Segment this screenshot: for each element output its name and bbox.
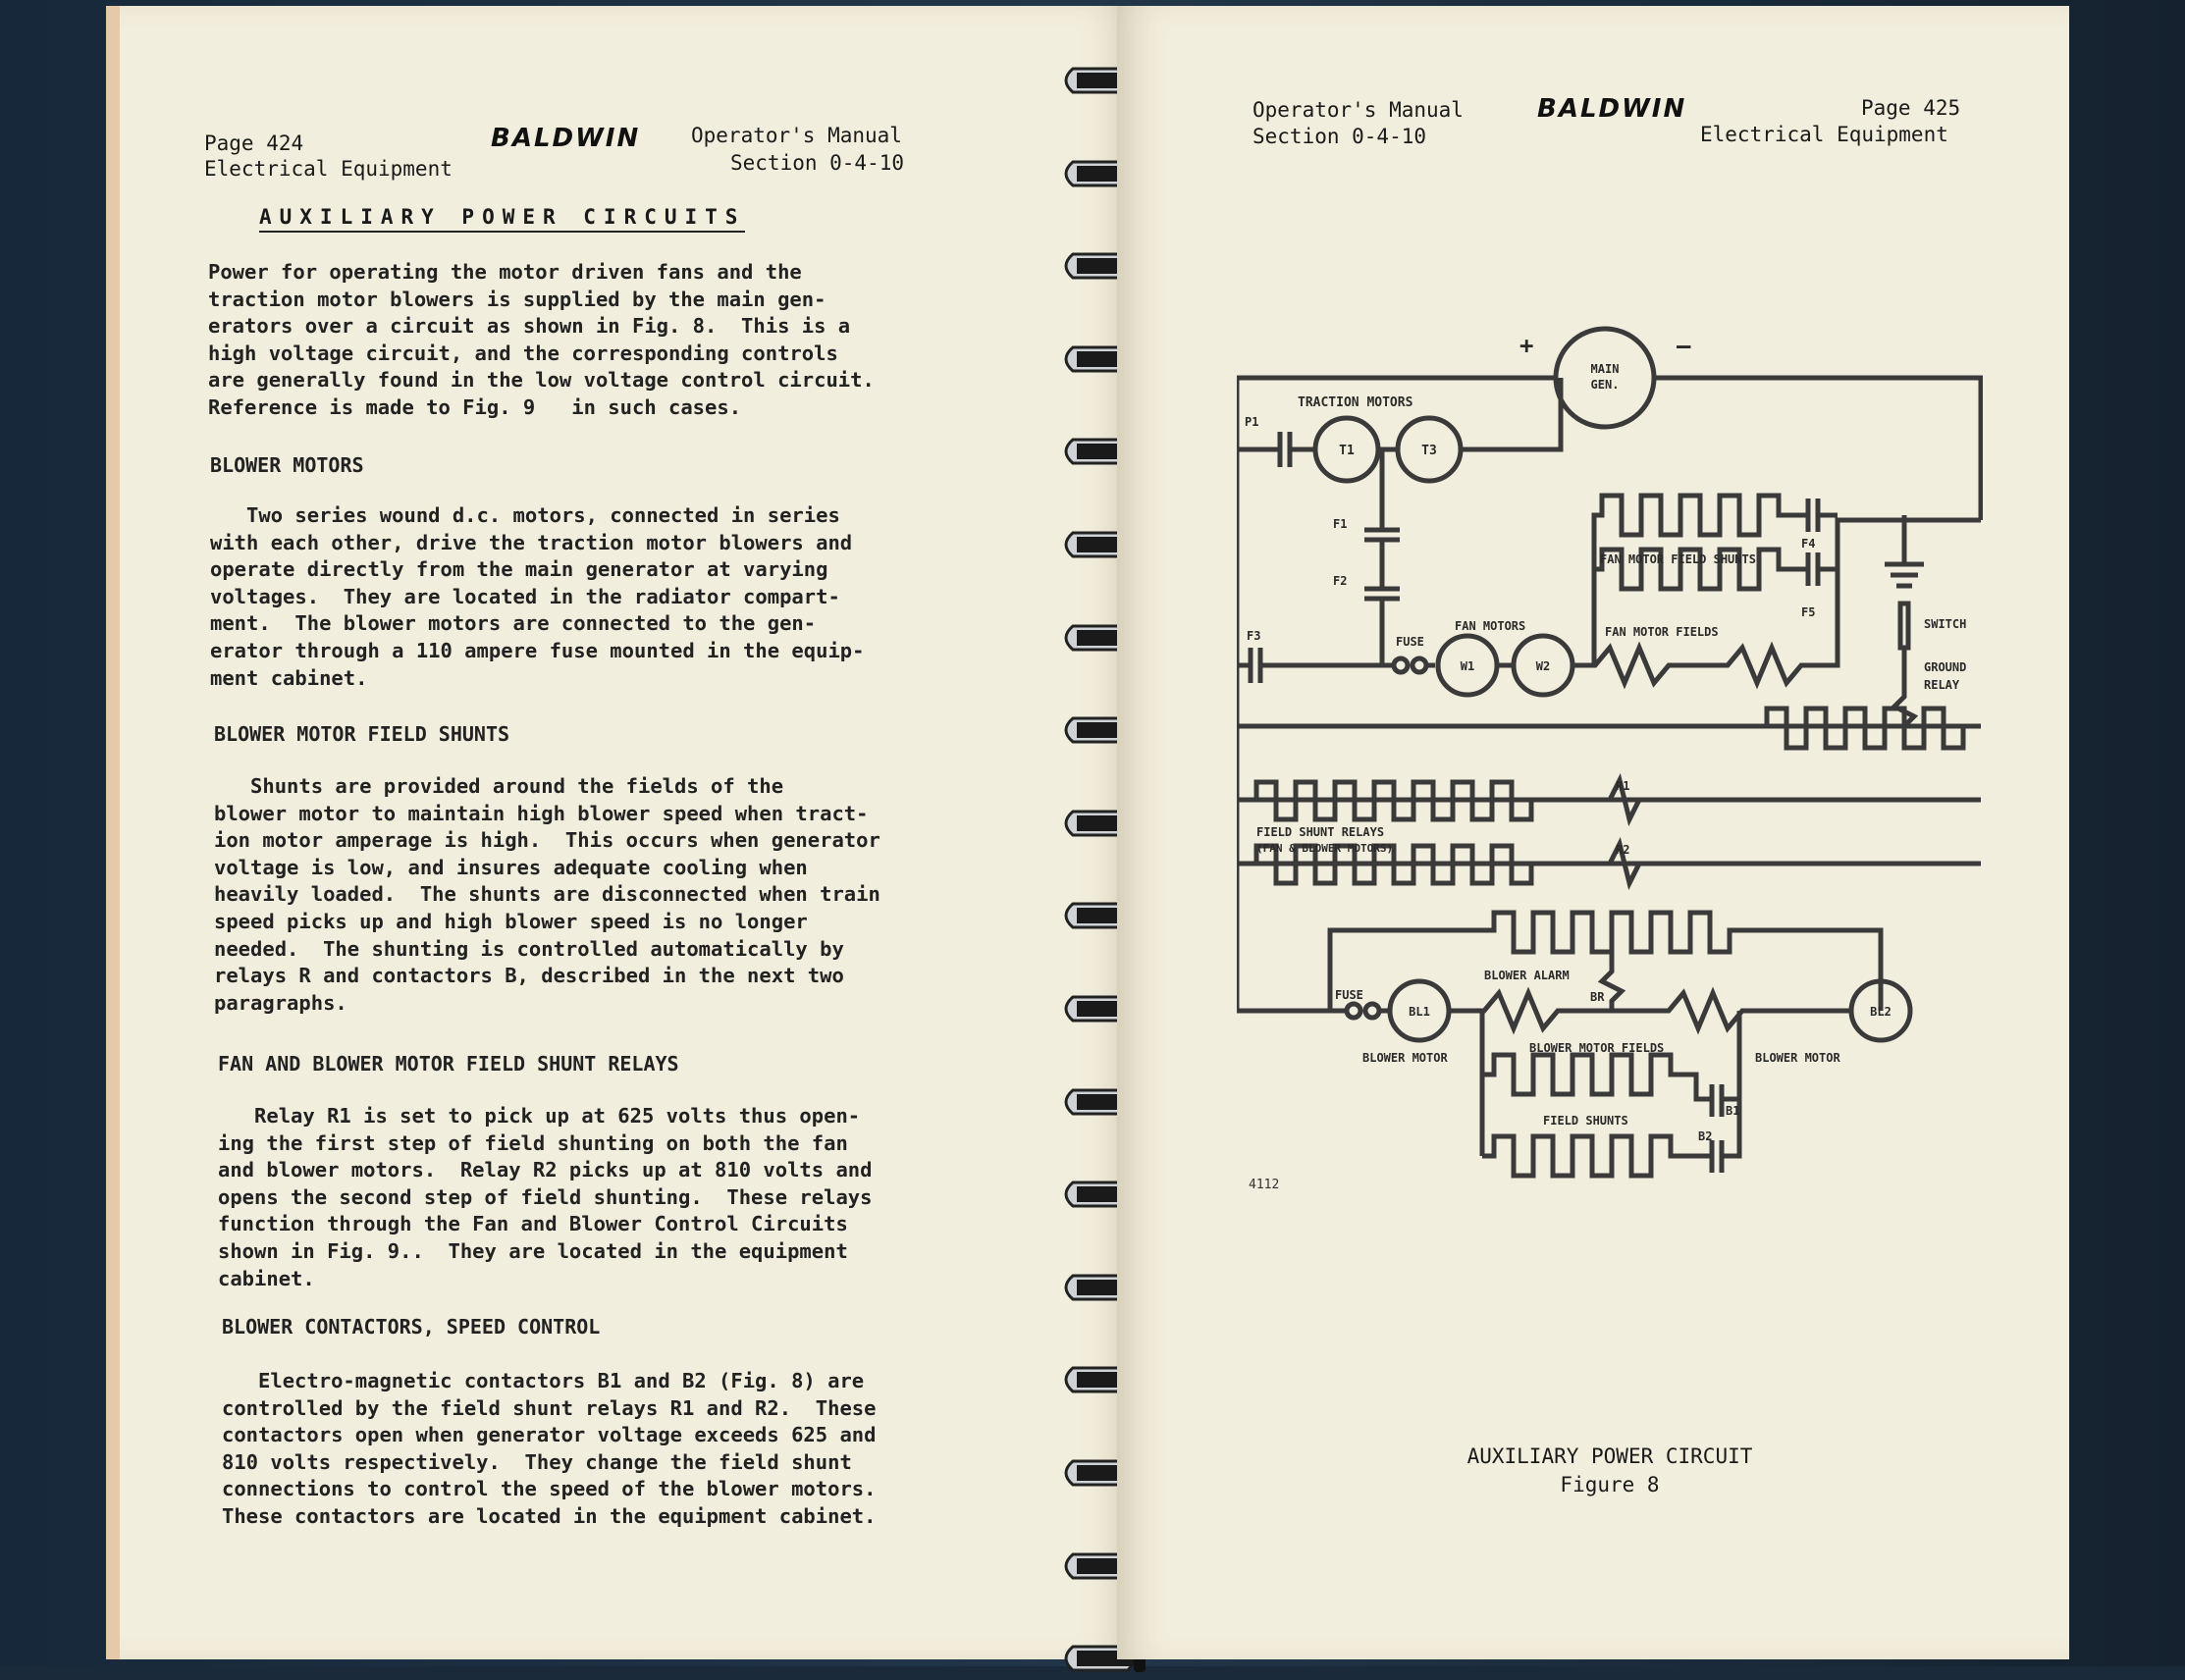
- w2-label: W2: [1535, 659, 1551, 673]
- left-section-number: Section 0-4-10: [730, 151, 905, 175]
- right-page-number: Page 425: [1861, 96, 1961, 120]
- bl1-label: BL1: [1409, 1005, 1430, 1019]
- fuse-label-1: FUSE: [1396, 635, 1424, 649]
- section-line: operate directly from the main generator at varying: [210, 557, 828, 582]
- intro-line: Power for operating the motor driven fans and the: [208, 260, 802, 284]
- page-title: AUXILIARY POWER CIRCUITS: [259, 205, 745, 233]
- section-line: opens the second step of field shunting. These relays: [218, 1184, 873, 1209]
- w1-label: W1: [1460, 659, 1475, 673]
- ground-label: GROUND: [1924, 660, 1967, 674]
- bl2-label: BL2: [1870, 1005, 1892, 1019]
- auxiliary-power-circuit-diagram: [1237, 324, 1983, 1207]
- section-line: heavily loaded. The shunts are disconnected when train: [214, 882, 880, 907]
- relay-label: RELAY: [1924, 678, 1960, 692]
- right-manual-title: Operator's Manual: [1252, 98, 1464, 122]
- left-page-number: Page 424: [204, 131, 304, 155]
- section-line: ing the first step of field shunting on both the fan: [218, 1130, 848, 1155]
- section-line: needed. The shunting is controlled automatically by: [214, 936, 844, 961]
- section-line: ment cabinet.: [210, 665, 368, 690]
- section-line: These contactors are located in the equipment cabinet.: [222, 1504, 877, 1528]
- section-heading: FAN AND BLOWER MOTOR FIELD SHUNT RELAYS: [218, 1052, 679, 1076]
- section-line: Relay R1 is set to pick up at 625 volts thus open-: [218, 1104, 861, 1128]
- blower-alarm-label: BLOWER ALARM: [1484, 969, 1570, 982]
- right-brand-logo: BALDWIN: [1537, 94, 1687, 124]
- switch-label: SWITCH: [1924, 617, 1967, 631]
- section-line: blower motor to maintain high blower speed when tract-: [214, 801, 869, 825]
- fan-blower-motors-label: (FAN & BLOWER MOTORS): [1256, 842, 1394, 855]
- section-line: Shunts are provided around the fields of the: [214, 774, 784, 798]
- intro-line: high voltage circuit, and the corresponding controls: [208, 341, 838, 365]
- section-heading: BLOWER CONTACTORS, SPEED CONTROL: [222, 1315, 601, 1339]
- section-line: ion motor amperage is high. This occurs when generator: [214, 828, 880, 853]
- fan-motors-label: FAN MOTORS: [1455, 619, 1526, 633]
- minus-label: –: [1677, 332, 1691, 359]
- section-heading: BLOWER MOTORS: [210, 453, 364, 477]
- left-brand-logo: BALDWIN: [491, 124, 641, 153]
- traction-motors-label: TRACTION MOTORS: [1298, 395, 1413, 410]
- intro-line: traction motor blowers is supplied by the main gen-: [208, 287, 826, 311]
- f3-label: F3: [1247, 629, 1261, 643]
- section-line: erator through a 110 ampere fuse mounted in the equip-: [210, 639, 865, 662]
- main-gen-label-1: MAIN: [1590, 362, 1620, 376]
- br-label: BR: [1590, 990, 1605, 1004]
- section-line: Electro-magnetic contactors B1 and B2 (Fig. 8) are: [222, 1369, 865, 1392]
- f2-label: F2: [1333, 574, 1348, 588]
- section-line: voltage is low, and insures adequate cooling when: [214, 855, 808, 879]
- figure-mark: 4112: [1249, 1178, 1280, 1192]
- section-line: contactors open when generator voltage exceeds 625 and: [222, 1423, 877, 1447]
- section-line: cabinet.: [218, 1266, 315, 1290]
- section-heading: BLOWER MOTOR FIELD SHUNTS: [214, 722, 510, 746]
- blower-motor-left-label: BLOWER MOTOR: [1362, 1051, 1448, 1065]
- field-shunts-label: FIELD SHUNTS: [1543, 1114, 1628, 1128]
- section-line: shown in Fig. 9.. They are located in the equipment: [218, 1239, 848, 1263]
- intro-line: erators over a circuit as shown in Fig. 8. This is a: [208, 314, 851, 339]
- section-line: 810 volts respectively. They change the field shunt: [222, 1449, 852, 1474]
- r2-label: R2: [1616, 843, 1630, 857]
- section-line: Two series wound d.c. motors, connected in series: [210, 503, 840, 527]
- f5-label: F5: [1801, 605, 1816, 619]
- left-section-name: Electrical Equipment: [204, 157, 453, 181]
- plus-label: +: [1519, 332, 1534, 359]
- r1-label: R1: [1616, 779, 1630, 793]
- fan-motor-fields-label: FAN MOTOR FIELDS: [1605, 625, 1719, 639]
- section-line: paragraphs.: [214, 990, 347, 1015]
- figure-caption: AUXILIARY POWER CIRCUIT: [1466, 1444, 1753, 1468]
- t3-label: T3: [1421, 444, 1437, 458]
- section-line: with each other, drive the traction motor blowers and: [210, 530, 853, 554]
- section-line: connections to control the speed of the blower motors.: [222, 1477, 877, 1501]
- blower-motor-fields-label: BLOWER MOTOR FIELDS: [1529, 1041, 1665, 1055]
- section-line: ment. The blower motors are connected to the gen-: [210, 611, 817, 636]
- intro-line: Reference is made to Fig. 9 in such cases.: [208, 395, 742, 419]
- figure-number: Figure 8: [1560, 1473, 1660, 1496]
- section-line: speed picks up and high blower speed is no longer: [214, 910, 808, 933]
- f4-label: F4: [1801, 537, 1816, 551]
- right-section-name: Electrical Equipment: [1700, 123, 1948, 146]
- p1-label: P1: [1245, 415, 1259, 429]
- fuse-label-2: FUSE: [1335, 988, 1363, 1002]
- field-shunt-relays-label: FIELD SHUNT RELAYS: [1256, 825, 1385, 839]
- b1-label: B1: [1726, 1104, 1740, 1118]
- section-line: controlled by the field shunt relays R1 and R2. These: [222, 1395, 877, 1420]
- blower-motor-right-label: BLOWER MOTOR: [1755, 1051, 1840, 1065]
- fan-motor-field-shunts-label: FAN MOTOR FIELD SHUNTS: [1600, 552, 1756, 566]
- section-line: and blower motors. Relay R2 picks up at 810 volts and: [218, 1158, 873, 1182]
- section-line: relays R and contactors B, described in the next two: [214, 964, 844, 988]
- right-section-number: Section 0-4-10: [1252, 125, 1427, 148]
- section-line: function through the Fan and Blower Control Circuits: [218, 1212, 848, 1236]
- main-gen-label-2: GEN.: [1590, 378, 1620, 392]
- f1-label: F1: [1333, 517, 1348, 531]
- left-manual-title: Operator's Manual: [691, 124, 902, 147]
- intro-line: are generally found in the low voltage control circuit.: [208, 368, 875, 393]
- t1-label: T1: [1339, 444, 1355, 458]
- section-line: voltages. They are located in the radiator compart-: [210, 584, 840, 608]
- b2-label: B2: [1698, 1129, 1713, 1143]
